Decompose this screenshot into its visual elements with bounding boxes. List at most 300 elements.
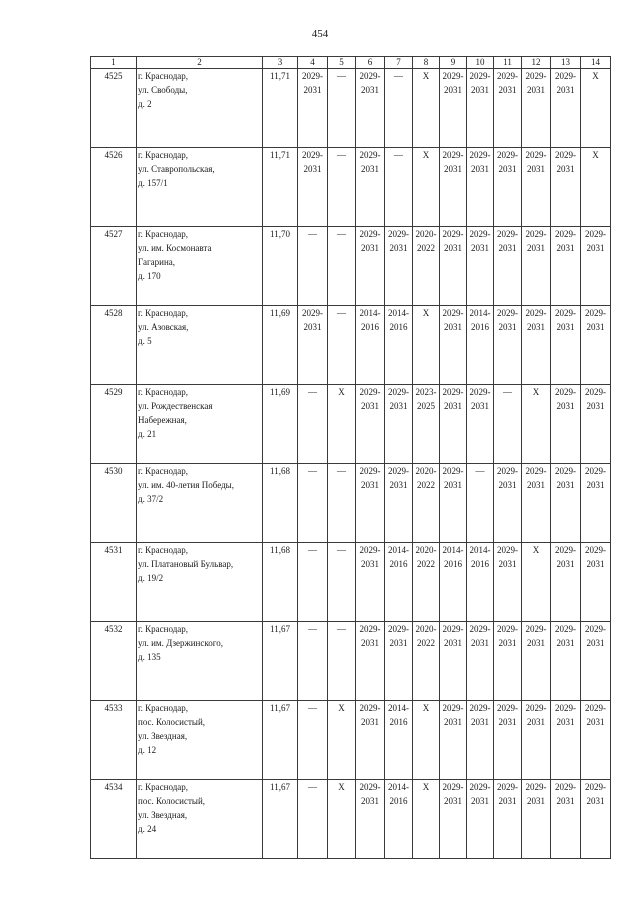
address-line: ул. Платановый Бульвар,: [138, 559, 234, 569]
period-text: 2025: [417, 401, 435, 411]
period-text: 2029-: [585, 624, 606, 634]
period-cell: [551, 780, 581, 859]
period-text: 2029-: [525, 229, 547, 239]
period-text: 2014-: [388, 782, 409, 792]
period-text: 2029-: [497, 624, 518, 634]
address-line: ул. им. Космонавта: [138, 243, 212, 253]
period-cell: [494, 780, 522, 859]
period-cell: [551, 148, 581, 227]
period-text: X: [532, 387, 540, 397]
row-number-cell: 4527: [91, 227, 137, 306]
column-header: 13: [551, 57, 581, 69]
period-cell: [440, 780, 467, 859]
table-row: [91, 385, 611, 464]
period-text: 2029-: [497, 466, 518, 476]
period-text: 2020-: [415, 624, 437, 634]
period-cell: [298, 69, 328, 148]
period-text: 2031: [586, 796, 605, 806]
period-text: —: [337, 624, 346, 634]
address-line: ул. Свободы,: [138, 85, 188, 95]
period-text: 2029-: [525, 71, 547, 81]
row-number-cell: 4528: [91, 306, 137, 385]
period-text: 2029-: [359, 71, 381, 81]
period-cell: [328, 227, 356, 306]
period-text: 2029-: [497, 229, 518, 239]
period-text: 2014-: [359, 308, 381, 318]
period-cell: [494, 701, 522, 780]
period-cell: [413, 543, 440, 622]
period-cell: [551, 306, 581, 385]
address-cell: [137, 543, 263, 622]
period-text: 2029-: [469, 71, 491, 81]
period-text: 2031: [586, 322, 605, 332]
period-text: —: [308, 624, 317, 634]
address-cell: [137, 701, 263, 780]
period-text: 2031: [586, 717, 605, 727]
address-line: г. Краснодар,: [138, 782, 189, 792]
period-text: 2029-: [469, 782, 491, 792]
period-text: 2031: [586, 401, 605, 411]
period-text: 2029-: [525, 308, 547, 318]
period-cell: [522, 385, 551, 464]
period-cell: [467, 306, 494, 385]
period-text: 2029-: [497, 545, 518, 555]
period-cell: [356, 306, 385, 385]
period-text: —: [308, 229, 317, 239]
period-cell: [581, 464, 611, 543]
period-text: 2031: [303, 85, 322, 95]
period-text: X: [338, 387, 345, 397]
period-text: 2031: [303, 322, 322, 332]
period-cell: [440, 227, 467, 306]
period-text: 2031: [498, 717, 517, 727]
value-cell: 11,67: [263, 701, 298, 780]
period-text: 2020-: [415, 466, 437, 476]
period-text: 2031: [361, 796, 379, 806]
column-header: 3: [263, 57, 298, 69]
period-cell: [467, 385, 494, 464]
period-text: X: [422, 703, 430, 713]
period-text: 2029-: [302, 308, 323, 318]
value-cell: 11,69: [263, 306, 298, 385]
period-text: 2031: [527, 85, 545, 95]
value-cell: 11,67: [263, 622, 298, 701]
period-text: 2031: [444, 717, 462, 727]
period-text: 2029-: [555, 71, 576, 81]
address-line: г. Краснодар,: [138, 703, 189, 713]
period-text: X: [422, 71, 430, 81]
period-cell: [413, 385, 440, 464]
period-text: 2029-: [359, 150, 381, 160]
period-text: 2031: [471, 401, 489, 411]
period-cell: [467, 227, 494, 306]
period-text: 2031: [527, 164, 545, 174]
period-text: 2029-: [442, 466, 464, 476]
period-cell: [522, 780, 551, 859]
period-cell: [385, 227, 413, 306]
address-line: ул. Рождественская: [138, 401, 213, 411]
address-cell: [137, 306, 263, 385]
period-cell: [413, 780, 440, 859]
period-text: 2031: [556, 322, 575, 332]
period-cell: [581, 385, 611, 464]
address-line: г. Краснодар,: [138, 624, 189, 634]
period-text: 2016: [471, 559, 489, 569]
period-text: 2029-: [525, 624, 547, 634]
address-cell: [137, 69, 263, 148]
column-header: 2: [137, 57, 263, 69]
period-text: 2031: [444, 401, 462, 411]
period-text: 2022: [417, 243, 435, 253]
address-cell: [137, 227, 263, 306]
period-text: 2022: [417, 480, 435, 490]
period-text: 2031: [527, 322, 545, 332]
period-text: —: [394, 71, 403, 81]
period-text: 2031: [556, 480, 575, 490]
row-number-cell: 4533: [91, 701, 137, 780]
period-text: 2029-: [555, 545, 576, 555]
period-text: 2031: [471, 243, 489, 253]
address-line: г. Краснодар,: [138, 71, 189, 81]
period-text: 2031: [361, 480, 379, 490]
period-text: 2031: [361, 164, 379, 174]
period-text: 2031: [444, 243, 462, 253]
period-cell: [551, 543, 581, 622]
period-cell: [328, 385, 356, 464]
period-text: 2031: [527, 480, 545, 490]
period-cell: [440, 543, 467, 622]
period-text: 2031: [444, 796, 462, 806]
period-text: 2029-: [469, 387, 491, 397]
period-cell: [522, 543, 551, 622]
period-text: —: [308, 466, 317, 476]
period-text: 2016: [389, 559, 408, 569]
column-header: 5: [328, 57, 356, 69]
period-cell: [298, 543, 328, 622]
period-text: 2016: [471, 322, 489, 332]
period-text: X: [422, 782, 430, 792]
period-text: 2031: [527, 717, 545, 727]
period-cell: [385, 543, 413, 622]
period-text: —: [337, 466, 346, 476]
period-text: X: [422, 308, 430, 318]
row-number-cell: 4525: [91, 69, 137, 148]
period-cell: [356, 148, 385, 227]
period-cell: [551, 701, 581, 780]
period-text: 2029-: [555, 703, 576, 713]
period-cell: [467, 69, 494, 148]
address-line: ул. им. Дзержинского,: [138, 638, 223, 648]
period-text: 2029-: [497, 703, 518, 713]
period-cell: [356, 622, 385, 701]
period-cell: [385, 385, 413, 464]
period-cell: [328, 306, 356, 385]
period-text: 2031: [556, 401, 575, 411]
period-text: 2031: [586, 559, 605, 569]
period-text: —: [337, 71, 346, 81]
period-text: 2029-: [555, 150, 576, 160]
period-text: 2020-: [415, 229, 437, 239]
period-text: 2031: [361, 401, 379, 411]
period-text: 2029-: [442, 703, 464, 713]
register-table: [90, 56, 611, 859]
row-number-cell: 4526: [91, 148, 137, 227]
address-line: д. 12: [138, 745, 157, 755]
row-number-cell: 4532: [91, 622, 137, 701]
period-text: 2029-: [555, 308, 576, 318]
period-cell: [385, 148, 413, 227]
period-text: 2031: [389, 401, 408, 411]
period-text: 2029-: [442, 387, 464, 397]
period-text: 2020-: [415, 545, 437, 555]
period-text: 2031: [498, 796, 517, 806]
period-text: 2029-: [302, 150, 323, 160]
period-cell: [467, 780, 494, 859]
period-text: 2029-: [442, 624, 464, 634]
address-line: Набережная,: [138, 415, 187, 425]
period-cell: [298, 148, 328, 227]
column-header: 4: [298, 57, 328, 69]
period-text: 2031: [389, 243, 408, 253]
period-text: X: [592, 71, 599, 81]
period-text: 2031: [444, 480, 462, 490]
period-text: 2029-: [359, 703, 381, 713]
period-text: 2023-: [415, 387, 437, 397]
period-cell: [413, 464, 440, 543]
period-text: 2014-: [388, 703, 409, 713]
address-line: ул. им. 40-летия Победы,: [138, 480, 234, 490]
column-header: 12: [522, 57, 551, 69]
period-cell: [413, 701, 440, 780]
period-cell: [522, 306, 551, 385]
period-text: 2022: [417, 559, 435, 569]
period-cell: [328, 69, 356, 148]
period-text: 2029-: [359, 624, 381, 634]
period-cell: [385, 464, 413, 543]
period-text: 2031: [527, 796, 545, 806]
period-cell: [440, 701, 467, 780]
period-cell: [494, 306, 522, 385]
page-number: 454: [311, 28, 329, 40]
column-header: 8: [413, 57, 440, 69]
address-line: г. Краснодар,: [138, 545, 189, 555]
period-text: 2029-: [388, 624, 409, 634]
period-text: 2029-: [442, 782, 464, 792]
period-text: 2031: [498, 164, 517, 174]
period-text: 2029-: [469, 229, 491, 239]
period-cell: [522, 227, 551, 306]
period-text: 2029-: [388, 387, 409, 397]
period-text: 2029-: [525, 466, 547, 476]
period-text: —: [308, 782, 317, 792]
period-cell: [328, 780, 356, 859]
period-text: 2031: [498, 638, 517, 648]
period-cell: [581, 701, 611, 780]
period-text: —: [308, 703, 317, 713]
period-cell: [298, 780, 328, 859]
period-text: 2029-: [469, 624, 491, 634]
period-text: 2031: [498, 85, 517, 95]
period-text: 2016: [389, 717, 408, 727]
period-text: 2029-: [525, 782, 547, 792]
period-cell: [467, 464, 494, 543]
row-number-cell: 4531: [91, 543, 137, 622]
period-cell: [440, 464, 467, 543]
period-text: 2031: [389, 638, 408, 648]
value-cell: 11,69: [263, 385, 298, 464]
period-cell: [356, 780, 385, 859]
period-text: 2029-: [585, 387, 606, 397]
period-cell: [440, 148, 467, 227]
period-cell: [551, 69, 581, 148]
table-body: [91, 57, 611, 859]
period-text: 2029-: [555, 782, 576, 792]
period-cell: [551, 464, 581, 543]
period-cell: [298, 622, 328, 701]
period-text: 2031: [556, 85, 575, 95]
value-cell: 11,68: [263, 464, 298, 543]
period-cell: [356, 69, 385, 148]
period-text: 2029-: [585, 782, 606, 792]
period-text: 2031: [361, 638, 379, 648]
table-row: [91, 148, 611, 227]
period-cell: [440, 306, 467, 385]
table-row: [91, 622, 611, 701]
period-text: 2031: [527, 243, 545, 253]
period-cell: [413, 148, 440, 227]
period-text: 2031: [471, 796, 489, 806]
period-text: 2029-: [359, 466, 381, 476]
period-cell: [581, 543, 611, 622]
address-cell: [137, 622, 263, 701]
address-line: пос. Колосистый,: [138, 717, 206, 727]
address-line: д. 24: [138, 824, 157, 834]
period-text: 2031: [444, 164, 462, 174]
address-line: г. Краснодар,: [138, 229, 189, 239]
period-cell: [494, 543, 522, 622]
table-header-row: [91, 57, 611, 69]
address-cell: [137, 385, 263, 464]
period-cell: [298, 306, 328, 385]
address-line: д. 157/1: [138, 178, 168, 188]
period-text: 2031: [361, 559, 379, 569]
period-text: 2029-: [585, 545, 606, 555]
address-cell: [137, 780, 263, 859]
column-header: 9: [440, 57, 467, 69]
table-row: [91, 306, 611, 385]
column-header: 14: [581, 57, 611, 69]
period-text: 2031: [586, 243, 605, 253]
address-line: ул. Звездная,: [138, 810, 188, 820]
period-text: 2031: [471, 85, 489, 95]
period-cell: [494, 227, 522, 306]
period-text: 2031: [586, 638, 605, 648]
period-cell: [494, 385, 522, 464]
address-line: г. Краснодар,: [138, 466, 189, 476]
address-line: д. 19/2: [138, 573, 164, 583]
period-text: —: [308, 387, 317, 397]
table-row: [91, 464, 611, 543]
period-text: 2022: [417, 638, 435, 648]
period-text: 2029-: [585, 308, 606, 318]
period-text: 2029-: [497, 71, 518, 81]
period-text: 2029-: [469, 703, 491, 713]
period-cell: [581, 148, 611, 227]
period-cell: [467, 622, 494, 701]
period-text: 2014-: [442, 545, 464, 555]
table-row: [91, 543, 611, 622]
address-line: д. 170: [138, 271, 161, 281]
row-number-cell: 4530: [91, 464, 137, 543]
period-text: 2031: [556, 164, 575, 174]
period-text: 2029-: [585, 466, 606, 476]
period-cell: [467, 148, 494, 227]
period-cell: [440, 622, 467, 701]
period-text: 2014-: [388, 308, 409, 318]
column-header: 11: [494, 57, 522, 69]
table-row: [91, 701, 611, 780]
period-cell: [522, 701, 551, 780]
period-text: —: [475, 466, 485, 476]
period-cell: [467, 701, 494, 780]
period-text: —: [337, 229, 346, 239]
period-cell: [522, 464, 551, 543]
period-cell: [328, 701, 356, 780]
period-cell: [494, 464, 522, 543]
period-text: 2031: [444, 638, 462, 648]
address-line: д. 37/2: [138, 494, 164, 504]
period-text: 2031: [498, 480, 517, 490]
period-text: X: [532, 545, 540, 555]
address-line: г. Краснодар,: [138, 150, 189, 160]
value-cell: 11,67: [263, 780, 298, 859]
period-text: 2029-: [359, 387, 381, 397]
period-text: 2031: [471, 717, 489, 727]
period-cell: [356, 385, 385, 464]
period-cell: [581, 622, 611, 701]
address-line: д. 2: [138, 99, 152, 109]
period-cell: [385, 780, 413, 859]
period-cell: [551, 227, 581, 306]
period-text: 2014-: [388, 545, 409, 555]
period-cell: [385, 622, 413, 701]
address-line: д. 135: [138, 652, 161, 662]
period-cell: [356, 701, 385, 780]
period-text: 2031: [444, 85, 462, 95]
period-text: 2029-: [359, 545, 381, 555]
period-text: —: [337, 308, 346, 318]
value-cell: 11,68: [263, 543, 298, 622]
period-text: 2029-: [469, 150, 491, 160]
period-cell: [356, 543, 385, 622]
period-text: 2029-: [497, 150, 518, 160]
period-cell: [298, 385, 328, 464]
column-header: 1: [91, 57, 137, 69]
period-cell: [385, 306, 413, 385]
period-text: 2016: [361, 322, 379, 332]
period-cell: [581, 306, 611, 385]
address-line: д. 21: [138, 429, 157, 439]
period-cell: [551, 622, 581, 701]
period-text: —: [337, 545, 346, 555]
period-text: 2029-: [525, 703, 547, 713]
address-line: ул. Азовская,: [138, 322, 189, 332]
period-cell: [356, 464, 385, 543]
period-cell: [328, 543, 356, 622]
period-text: 2031: [361, 85, 379, 95]
period-cell: [356, 227, 385, 306]
period-cell: [413, 622, 440, 701]
